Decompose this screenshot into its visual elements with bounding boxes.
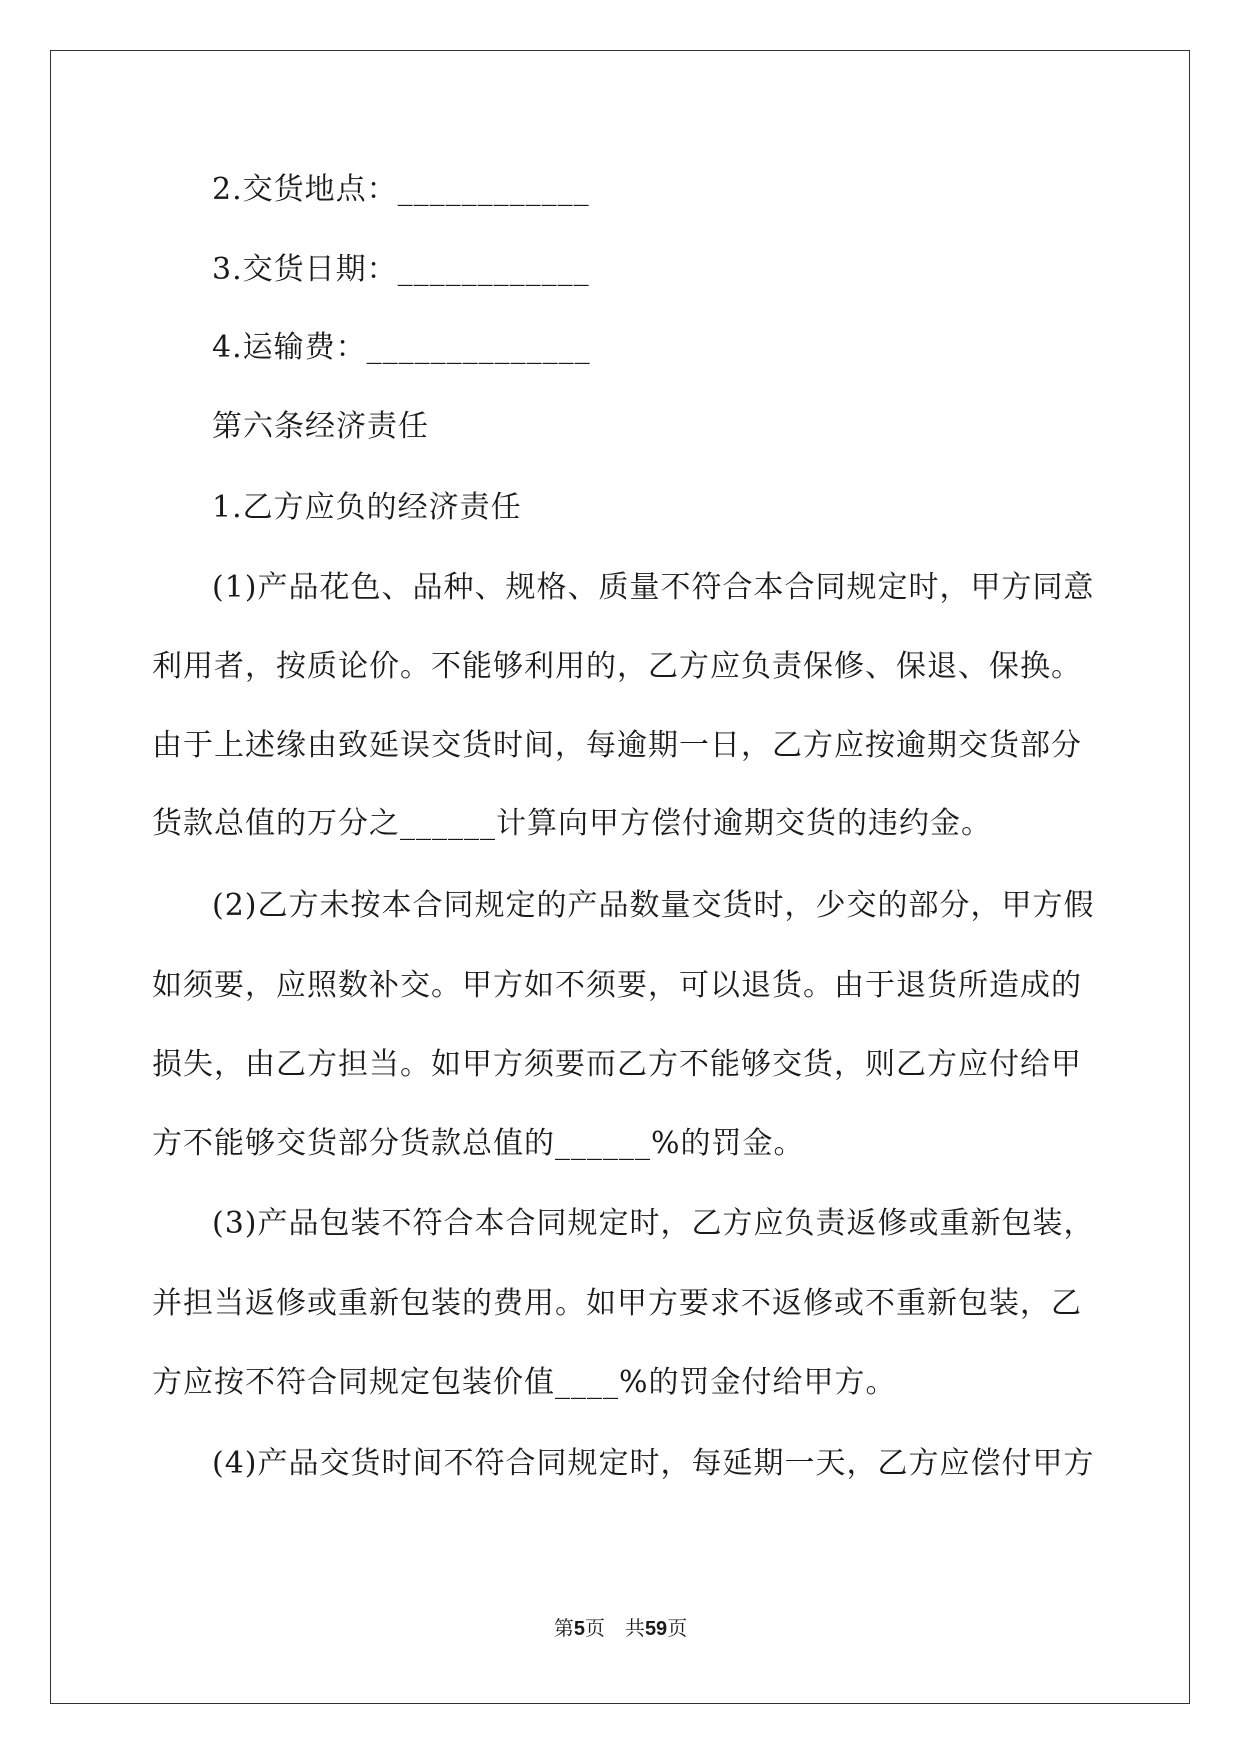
paragraph-line: 货款总值的万分之______计算向甲方偿付逾期交货的违约金。 xyxy=(152,806,992,841)
paragraph-line: 方应按不符合同规定包装价值____%的罚金付给甲方。 xyxy=(152,1365,897,1400)
total-page-count: 59 xyxy=(644,1618,668,1640)
paragraph-line: (3)产品包装不符合本合同规定时，乙方应负责返修或重新包装， xyxy=(212,1206,1095,1241)
paragraph-line: (4)产品交货时间不符合同规定时，每延期一天，乙方应偿付甲方 xyxy=(212,1446,1095,1481)
footer-suffix: 页 xyxy=(667,1616,688,1640)
delivery-date-line: 3.交货日期：____________ xyxy=(212,252,590,287)
footer-middle: 页 共 xyxy=(584,1616,645,1640)
paragraph-line: 由于上述缘由致延误交货时间，每逾期一日，乙方应按逾期交货部分 xyxy=(152,728,1082,763)
paragraph-line: 方不能够交货部分货款总值的______%的罚金。 xyxy=(152,1126,805,1161)
paragraph-line: (2)乙方未按本合同规定的产品数量交货时，少交的部分，甲方假 xyxy=(212,888,1095,923)
page-number-footer xyxy=(0,1614,1241,1643)
paragraph-line: (1)产品花色、品种、规格、质量不符合本合同规定时，甲方同意 xyxy=(212,570,1095,605)
footer-prefix: 第 xyxy=(553,1616,574,1640)
delivery-location-line: 2.交货地点：____________ xyxy=(212,172,590,207)
freight-line: 4.运输费：______________ xyxy=(212,330,591,365)
paragraph-line: 如须要，应照数补交。甲方如不须要，可以退货。由于退货所造成的 xyxy=(152,968,1082,1003)
party-b-liability-heading: 1.乙方应负的经济责任 xyxy=(212,490,522,525)
article-six-heading: 第六条经济责任 xyxy=(212,409,429,444)
current-page-number: 5 xyxy=(573,1618,585,1640)
paragraph-line: 损失，由乙方担当。如甲方须要而乙方不能够交货，则乙方应付给甲 xyxy=(152,1047,1082,1082)
paragraph-line: 并担当返修或重新包装的费用。如甲方要求不返修或不重新包装，乙 xyxy=(152,1286,1082,1321)
paragraph-line: 利用者，按质论价。不能够利用的，乙方应负责保修、保退、保换。 xyxy=(152,649,1082,684)
